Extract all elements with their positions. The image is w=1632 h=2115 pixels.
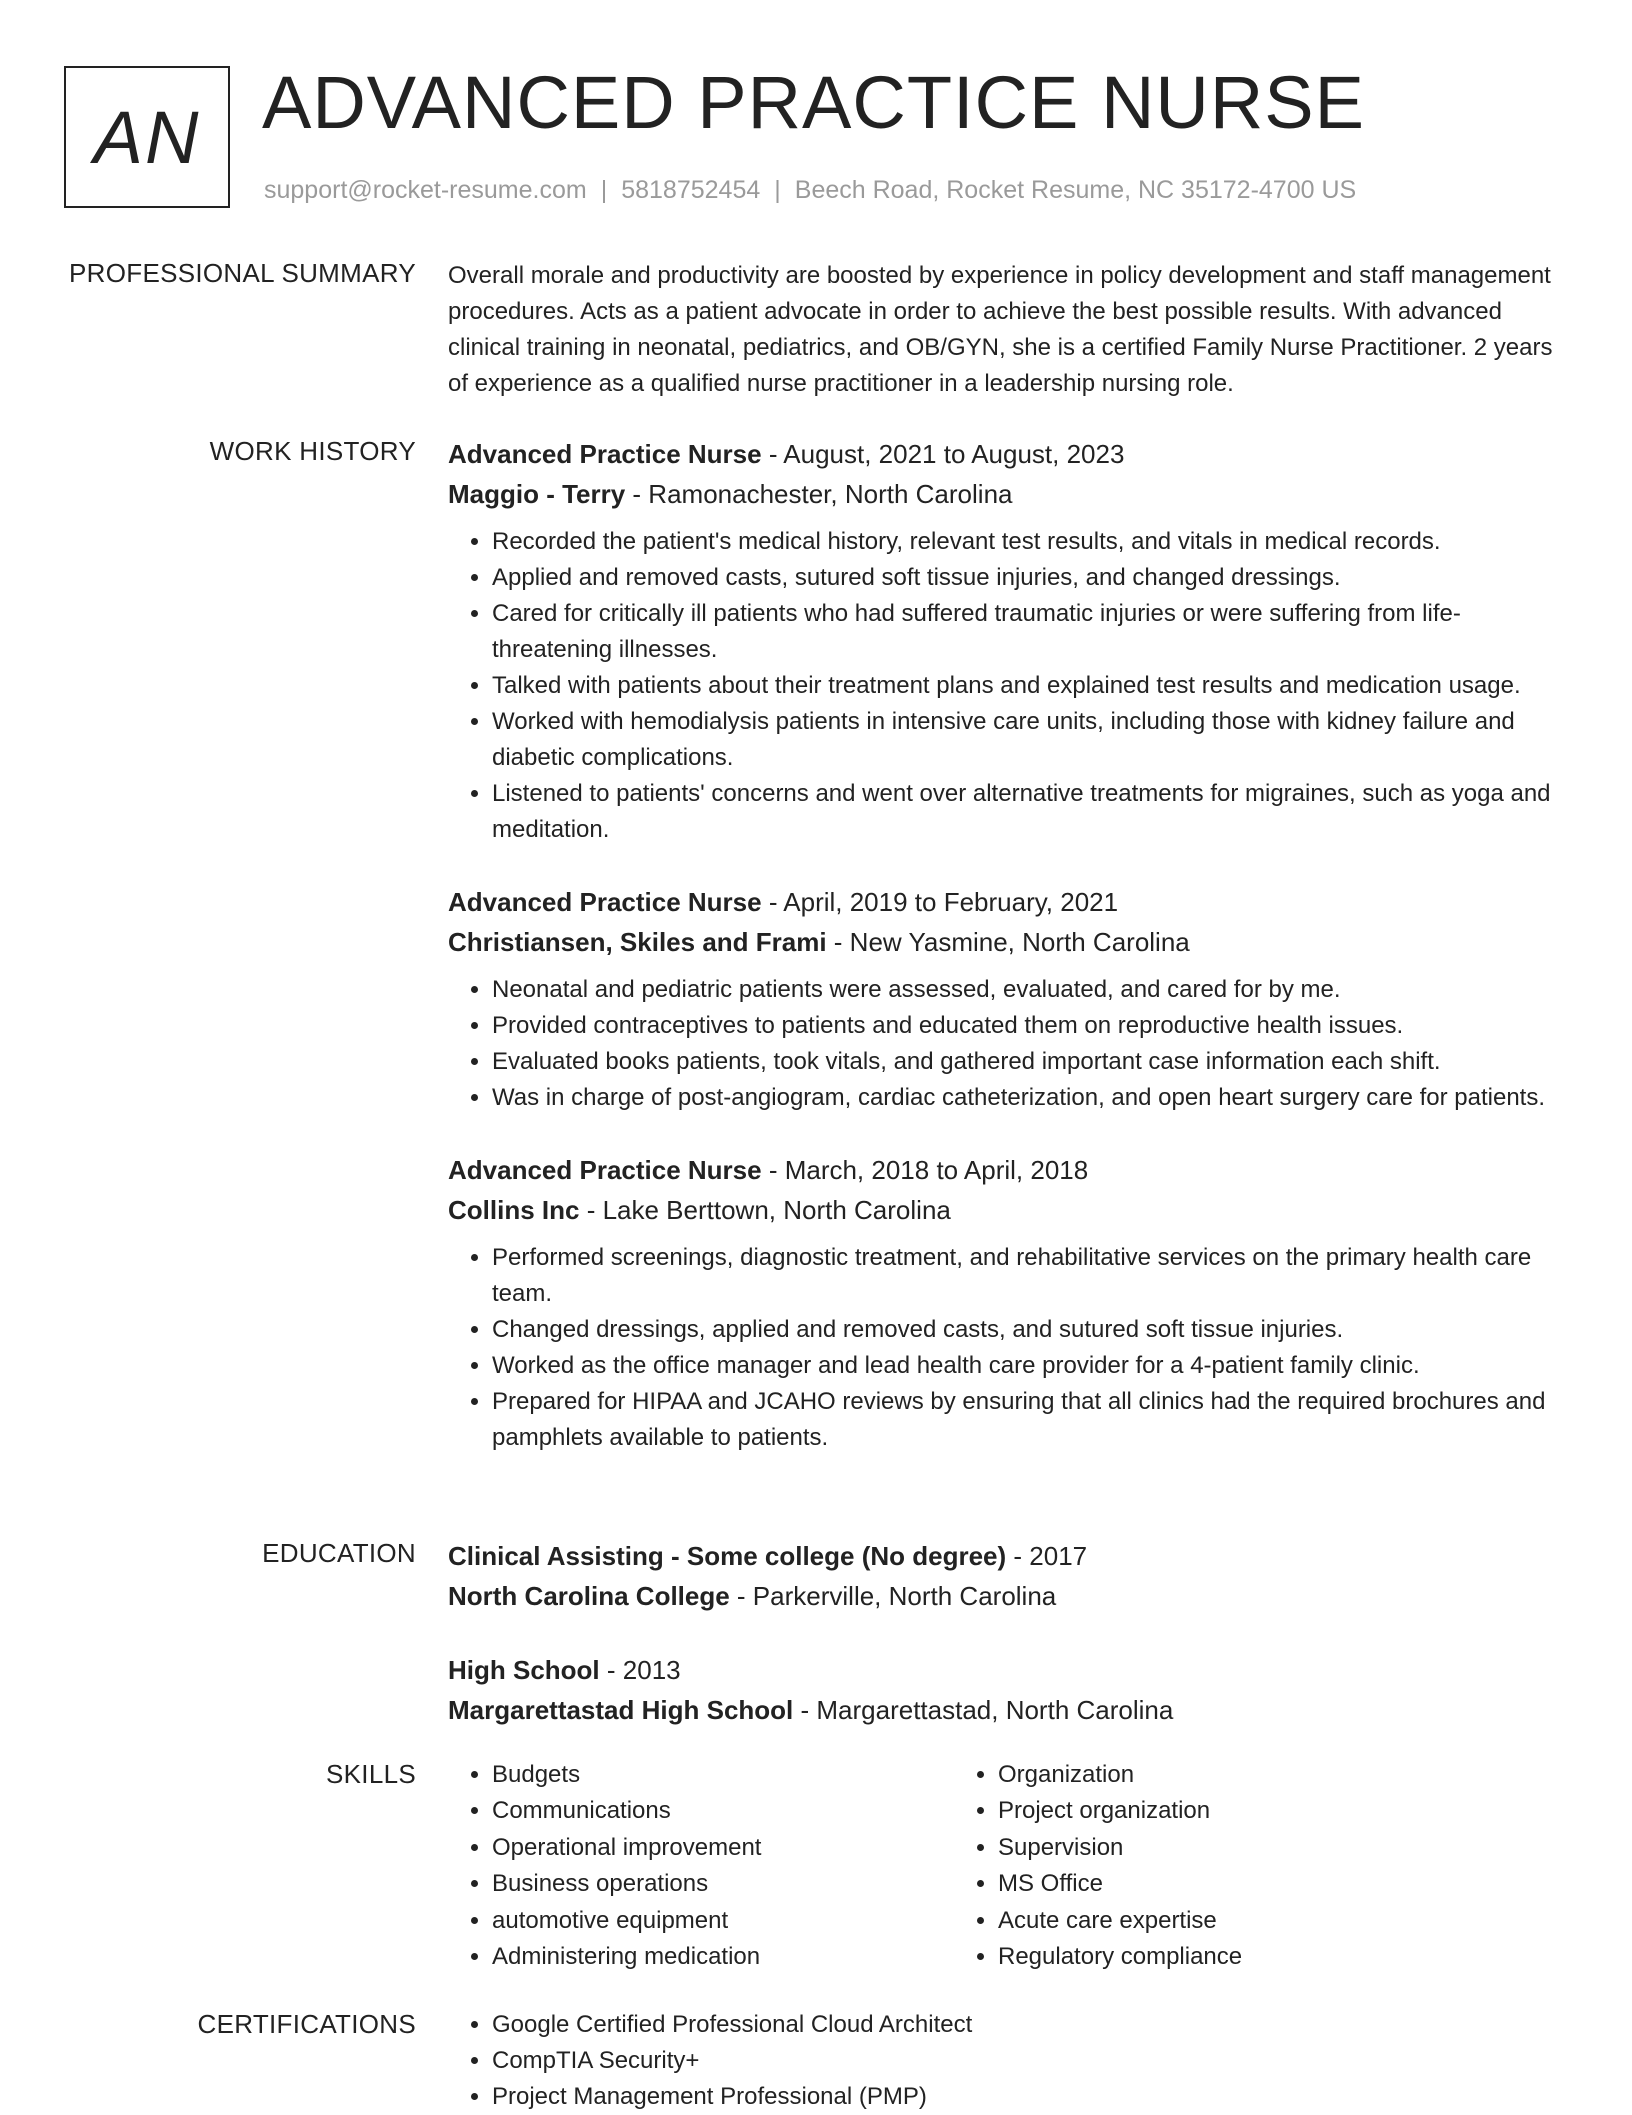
certifications-list [448,2007,1568,2115]
certification-item: • CompTIA Security+ [492,2043,1568,2079]
job-location: - Ramonachester, North Carolina [625,479,1013,509]
skill-item: • Supervision [998,1830,1460,1866]
job-company: Maggio - Terry [448,479,626,509]
job-bullets [448,972,1568,1116]
contact-phone[interactable]: 5818752454 [621,176,761,204]
job-bullet: • Listened to patients' concerns and went over alternative treatments for migraines, such as yoga and meditation. [492,776,1568,848]
education-year: - 2017 [1006,1541,1088,1571]
job-company-line [448,922,1568,962]
certification-item: • Google Certified Professional Cloud Architect [492,2007,1568,2043]
job-bullet: • Talked with patients about their treatment plans and explained test results and medication usage. [492,668,1568,704]
contact-separator: | [600,176,608,204]
work-history-body [448,434,1568,1490]
job-title: Advanced Practice Nurse [448,439,762,469]
job-dates: - August, 2021 to August, 2023 [761,439,1125,469]
skill-item: • Operational improvement [492,1830,954,1866]
education-location: - Margarettastad, North Carolina [793,1695,1174,1725]
section-label-summary: PROFESSIONAL SUMMARY [69,258,416,288]
job-bullets [448,1240,1568,1456]
skill-item: • Organization [998,1757,1460,1793]
job-company: Collins Inc [448,1195,580,1225]
job-title-line [448,434,1568,474]
skill-item: • Regulatory compliance [998,1939,1460,1975]
job-bullet: • Prepared for HIPAA and JCAHO reviews by ensuring that all clinics had the required brochures and pamphlets available to patients. [492,1384,1568,1456]
skill-item: • Budgets [492,1757,954,1793]
skill-item: • Business operations [492,1866,954,1902]
education-degree: Clinical Assisting - Some college (No degree) [448,1541,1007,1571]
job-bullet: • Worked with hemodialysis patients in intensive care units, including those with kidney failure and diabetic complications. [492,704,1568,776]
job-entry [448,434,1568,848]
education-entry [448,1650,1568,1730]
job-bullet: • Was in charge of post-angiogram, cardiac catheterization, and open heart surgery care for patients. [492,1080,1568,1116]
contact-line [264,176,1356,205]
certifications-body [448,2007,1568,2115]
job-company-line [448,474,1568,514]
job-bullet: • Applied and removed casts, sutured soft tissue injuries, and changed dressings. [492,560,1568,596]
job-entry [448,882,1568,1116]
job-dates: - April, 2019 to February, 2021 [761,887,1119,917]
section-label-certifications: CERTIFICATIONS [197,2009,416,2039]
education-school: Margarettastad High School [448,1695,794,1725]
job-bullet: • Neonatal and pediatric patients were assessed, evaluated, and cared for by me. [492,972,1568,1008]
certification-item: • Project Management Professional (PMP) [492,2079,1568,2115]
education-year: - 2013 [599,1655,681,1685]
skills-body [448,1757,1568,1975]
job-bullet: • Cared for critically ill patients who had suffered traumatic injuries or were suffering from life-threatening illnesses. [492,596,1568,668]
education-school-line [448,1576,1568,1616]
education-school: North Carolina College [448,1581,730,1611]
section-label-skills: SKILLS [326,1759,416,1789]
monogram-logo: AN [64,66,230,208]
education-degree: High School [448,1655,600,1685]
job-bullets [448,524,1568,848]
contact-email[interactable]: support@rocket-resume.com [264,176,587,204]
job-title-line [448,1150,1568,1190]
education-degree-line [448,1650,1568,1690]
skills-list-right [954,1757,1460,1975]
skill-item: • Acute care expertise [998,1903,1460,1939]
education-location: - Parkerville, North Carolina [729,1581,1057,1611]
section-label-work-history: WORK HISTORY [209,436,416,466]
summary-text: Overall morale and productivity are boosted by experience in policy development and staff management procedures. Acts as a patient advocate in order to achieve the best possible results. With advanced clinical training in neonatal, pediatrics, and OB/GYN, she is a certified Family Nurse Practitioner. 2 years of experience as a qualified nurse practitioner in a leadership nursing role. [448,262,1553,397]
education-school-line [448,1690,1568,1730]
section-label-education: EDUCATION [262,1538,416,1568]
education-entry [448,1536,1568,1616]
job-entry [448,1150,1568,1456]
skill-item: • Project organization [998,1793,1460,1829]
resume-title: ADVANCED PRACTICE NURSE [262,61,1366,144]
job-location: - Lake Berttown, North Carolina [579,1195,951,1225]
job-bullet: • Evaluated books patients, took vitals, and gathered important case information each shift. [492,1044,1568,1080]
summary-body [448,258,1568,402]
job-dates: - March, 2018 to April, 2018 [761,1155,1089,1185]
job-bullet: • Recorded the patient's medical history, relevant test results, and vitals in medical records. [492,524,1568,560]
job-title: Advanced Practice Nurse [448,887,762,917]
education-body [448,1536,1568,1764]
job-bullet: • Changed dressings, applied and removed casts, and sutured soft tissue injuries. [492,1312,1568,1348]
job-location: - New Yasmine, North Carolina [826,927,1190,957]
skill-item: • MS Office [998,1866,1460,1902]
job-company-line [448,1190,1568,1230]
job-bullet: • Provided contraceptives to patients and educated them on reproductive health issues. [492,1008,1568,1044]
education-degree-line [448,1536,1568,1576]
skill-item: • Administering medication [492,1939,954,1975]
job-title: Advanced Practice Nurse [448,1155,762,1185]
job-bullet: • Worked as the office manager and lead health care provider for a 4-patient family clinic. [492,1348,1568,1384]
skills-list-left [448,1757,954,1975]
job-bullet: • Performed screenings, diagnostic treatment, and rehabilitative services on the primary health care team. [492,1240,1568,1312]
job-company: Christiansen, Skiles and Frami [448,927,827,957]
job-title-line [448,882,1568,922]
contact-separator: | [774,176,781,204]
skill-item: • automotive equipment [492,1903,954,1939]
contact-address: Beech Road, Rocket Resume, NC 35172-4700 US [794,176,1357,204]
skill-item: • Communications [492,1793,954,1829]
